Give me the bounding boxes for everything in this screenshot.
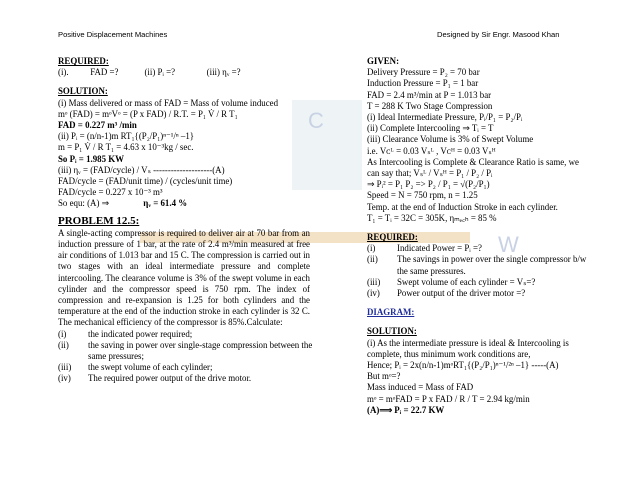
required-item-text: Indicated Power = Pᵢ =?	[397, 243, 482, 254]
right-column	[367, 56, 592, 416]
required-item	[367, 243, 592, 254]
given-line: (ii) Complete Intercooling ⇒ Tᵢ = T	[367, 123, 494, 134]
required-item-text: Swept volume of each cylinder = Vₛ=?	[397, 276, 536, 287]
problem-item-num: (i)	[58, 328, 67, 339]
required-heading: REQUIRED:	[58, 56, 109, 66]
given-line: (iii) Clearance Volume is 3% of Swept Volume	[367, 134, 534, 145]
solution-line: FAD = 0.227 m³ /min	[58, 120, 137, 131]
solution-line-right: complete, thus minimum work conditions are,	[367, 348, 531, 359]
required-item-text: Power output of the driver motor =?	[397, 288, 526, 299]
given-line: T₁ = Tᵢ = 32C = 305K, ηₘₑ꜀ₕ = 85 %	[367, 212, 497, 223]
solution-result-right: (A)⟹ Pᵢ = 22.7 KW	[367, 404, 445, 415]
problem-item-text: the swept volume of each cylinder;	[88, 362, 213, 373]
given-line: FAD = 2.4 m³/min at P = 1.013 bar	[367, 89, 492, 100]
left-column	[58, 56, 313, 385]
given-heading: GIVEN:	[367, 56, 400, 66]
solution-line: m = P₁ V̇ / R T₁ = 4.63 x 10⁻³kg / sec.	[58, 142, 194, 153]
required-item-num: (ii)	[367, 254, 378, 265]
solution-line: So Pᵢ = 1.985 KW	[58, 153, 125, 164]
solution-line-right: mᵒ = mᵒFAD = P x FAD / R / T = 2.94 kg/min	[367, 393, 530, 404]
required-item	[367, 254, 592, 276]
problem-item	[58, 373, 313, 384]
problem-item-num: (iv)	[58, 373, 71, 384]
solution-line: (iii) ηᵥ = (FAD/cycle) / Vₛ --------------------(A)	[58, 164, 225, 175]
problem-item	[58, 362, 313, 373]
required-item-text: The savings in power over the single compressor b/w the same pressures.	[397, 254, 587, 276]
required-item	[367, 288, 592, 299]
solution-line: (i) Mass delivered or mass of FAD = Mass of volume induced	[58, 97, 279, 108]
given-line: ⇒ Pᵢ² = P₁ P₂ => P₂ / P₁ = √(P₂/P₁)	[367, 179, 490, 190]
given-line: Delivery Pressure = P₂ = 70 bar	[367, 67, 480, 78]
problem-item-text: The required power output of the drive motor.	[88, 373, 252, 384]
required-item	[367, 277, 592, 288]
problem-text: A single-acting compressor is required to deliver air at 70 bar from an induction pressure of 1 bar, at the rate of 2.4 m³/min measured at free air conditions of 1.013 bar and 15 C. The compression is carried out in two stages with an ideal intermediate pressure and complete intercooling. The clearance volume is 3% of the swept volume in each cylinder and the compressor speed is 750 rpm. The index of compression and re-expansion is 1.25 for both cylinders and the temperature at the end of the induction stroke in each cylinder is 32 C. The mechanical efficiency of the compressor is 85%.Calculate:	[58, 227, 310, 328]
given-line: can say that; Vₛᴸ / Vₛᴴ = P₁ / P₂ / Pᵢ	[367, 168, 493, 179]
problem-item	[58, 340, 313, 362]
problem-item-num: (iii)	[58, 362, 72, 373]
header-right: Designed by Sir Engr. Masood Khan	[437, 30, 560, 39]
problem-title: PROBLEM 12.5:	[58, 214, 140, 227]
given-line: (i) Ideal Intermediate Pressure, Pᵢ/P₁ = P₂/Pᵢ	[367, 112, 523, 123]
solution-line-right: (i) As the intermediate pressure is ideal & Intercooling is	[367, 337, 569, 348]
solution-equation-ref: So equ: (A) ⇒	[58, 198, 110, 209]
problem-item-text: the indicated power required;	[88, 328, 193, 339]
solution-line: (ii) Pᵢ = (n/n-1)m RT₁{(P₂/P₁)ⁿ⁻¹/ⁿ –1}	[58, 131, 195, 142]
given-line: i.e. Vᴄᴸ = 0.03 Vₛᴸ , Vᴄᴴ = 0.03 Vₛᴴ	[367, 145, 496, 156]
solution-heading-right: SOLUTION:	[367, 326, 417, 337]
required-pi: (ii) Pᵢ =?	[144, 67, 176, 78]
required-num: (i).	[58, 67, 69, 78]
problem-item-num: (ii)	[58, 339, 69, 350]
solution-line: FAD/cycle = 0.227 x 10⁻³ m³	[58, 187, 163, 198]
required-item-num: (i)	[367, 243, 376, 254]
solution-heading: SOLUTION:	[58, 86, 108, 97]
solution-line-right: Hence; Pᵢ = 2x(n/n-1)mᵒRT₁{(P₂/P₁)ⁿ⁻¹/²ⁿ –1} -----(A)	[367, 360, 559, 371]
required-item-num: (iv)	[367, 288, 380, 299]
given-line: T = 288 K Two Stage Compression	[367, 100, 493, 111]
diagram-heading: DIAGRAM:	[367, 307, 415, 318]
solution-line: mᵒ (FAD) = mᵒVᵒ = (P x FAD) / R.T. = P₁ V̇ / R T₁	[58, 108, 238, 119]
given-line: Temp. at the end of Induction Stroke in each cylinder.	[367, 201, 558, 212]
header-left: Positive Displacement Machines	[58, 30, 168, 39]
watermark-letter-w: W	[498, 232, 519, 257]
solution-result: ηᵥ = 61.4 %	[143, 198, 188, 209]
solution-line	[58, 198, 313, 209]
solution-line-right: But mᵒ=?	[367, 371, 401, 382]
problem-item-text: the saving in power over single-stage compression between the same pressures;	[88, 339, 313, 362]
required-heading-right: REQUIRED:	[367, 232, 418, 243]
given-line: Induction Pressure = P₁ = 1 bar	[367, 78, 479, 89]
solution-line-right: Mass induced = Mass of FAD	[367, 382, 474, 393]
required-item-num: (iii)	[367, 276, 381, 287]
required-eta: (iii) ηᵥ =?	[206, 67, 241, 78]
watermark-letter-c: C	[308, 108, 324, 133]
given-line: As Intercooling is Complete & Clearance Ratio is same, we	[367, 156, 579, 167]
given-line: Speed = N = 750 rpm, n = 1.25	[367, 190, 478, 201]
required-line	[58, 67, 313, 78]
problem-item	[58, 329, 313, 340]
solution-line: FAD/cycle = (FAD/unit time) / (cycles/unit time)	[58, 176, 233, 187]
required-fad: FAD =?	[90, 67, 119, 78]
